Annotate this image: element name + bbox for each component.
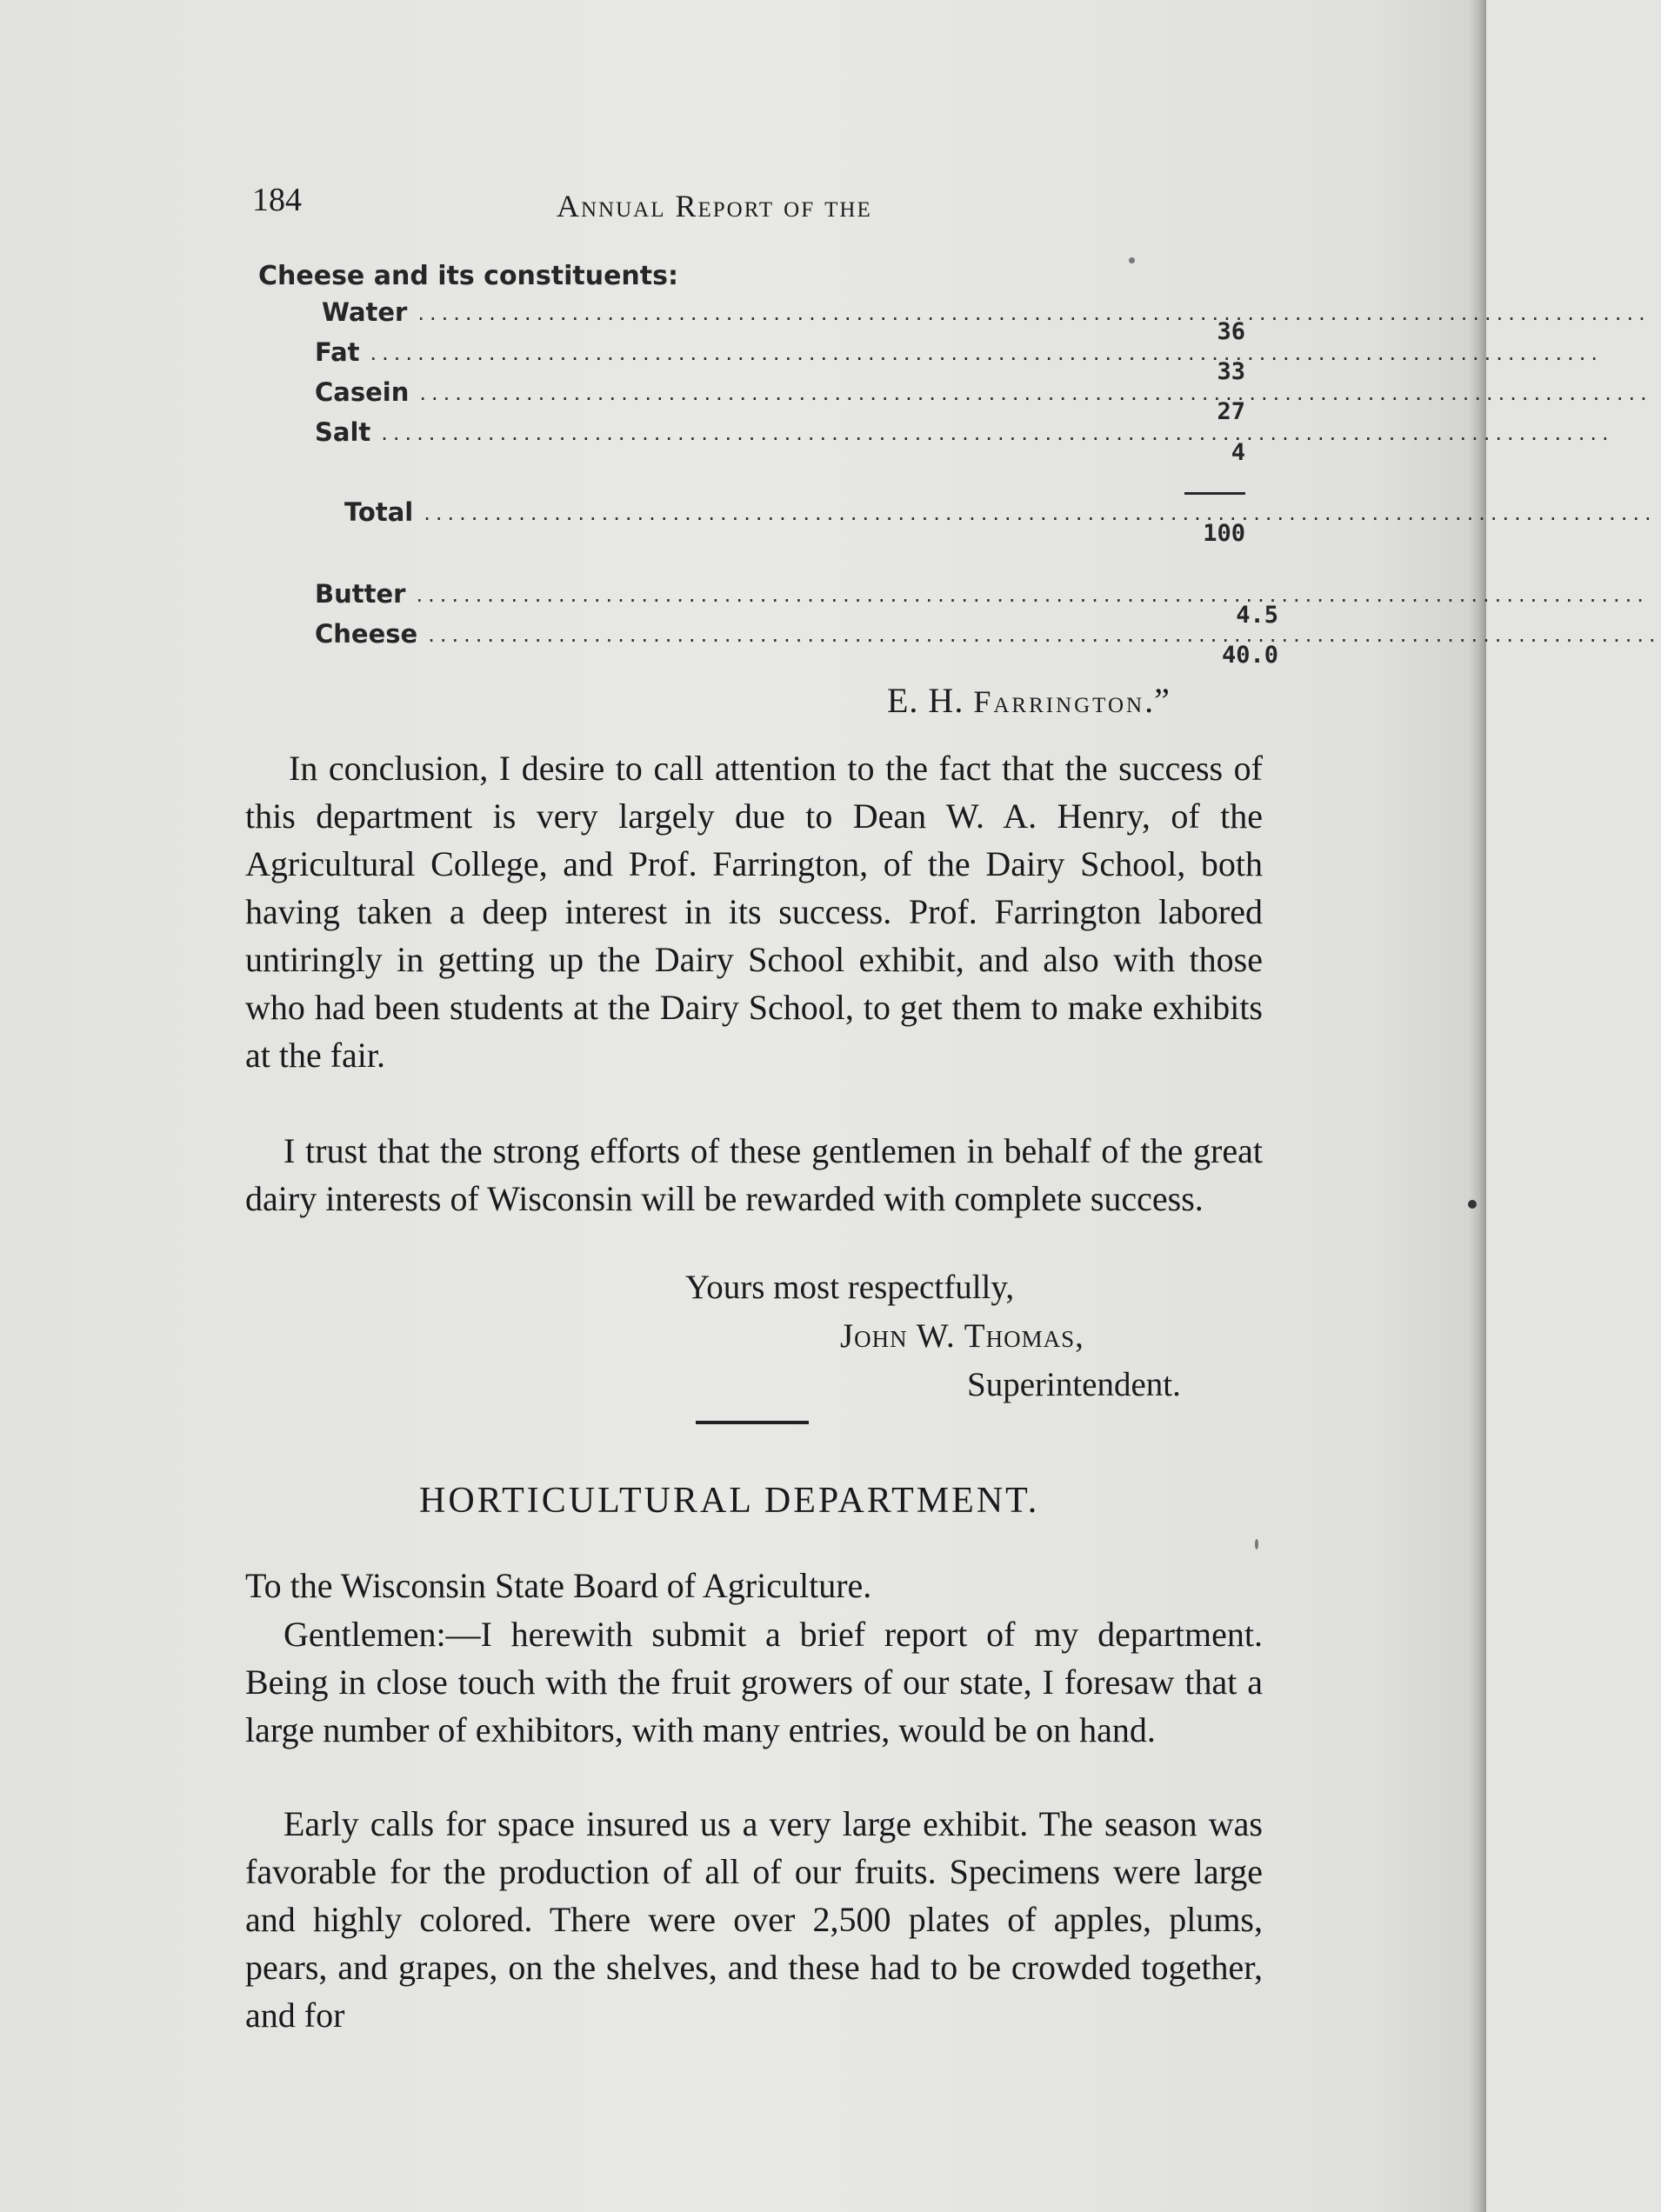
conclusion-paragraph	[245, 744, 1263, 1079]
scan-speck	[1468, 1200, 1477, 1209]
gentlemen-paragraph	[245, 1610, 1263, 1754]
row-label: Water	[322, 297, 408, 327]
table-heading: Cheese and its constituents:	[258, 261, 678, 291]
table-row	[322, 292, 1651, 327]
row-label: Fat	[315, 337, 360, 367]
scan-speck	[1255, 1539, 1258, 1549]
paragraph-text: In conclusion, I desire to call attention to the fact that the success of this department is very largely due to Dean W. A. Henry, of the Agricultural College, and Prof. Farrington, of the Dairy School, both having taken a deep interest in its success. Prof. Farrington labored untiringly in getting up the Dairy School exhibit, and also with those who had been students at the Dairy School, to get them to make exhibits at the fair.	[245, 749, 1263, 1075]
row-value: 4	[1231, 439, 1245, 466]
signer-last: Thomas,	[964, 1317, 1084, 1355]
signer-first: John W.	[840, 1317, 964, 1355]
signature-closing-mark: .”	[1144, 681, 1171, 720]
row-value: 33	[1217, 358, 1245, 385]
total-rule	[1184, 492, 1245, 495]
paragraph-text: I trust that the strong efforts of these gentlemen in behalf of the great dairy interests of Wisconsin will be rewarded with complete success.	[245, 1131, 1263, 1218]
running-title: Annual Report of the	[557, 189, 872, 223]
row-label: Casein	[315, 377, 410, 407]
total-label: Total	[344, 497, 414, 527]
signature-initials: E. H.	[887, 681, 974, 720]
row-label: Salt	[315, 417, 371, 447]
row-value: 4.5	[1236, 602, 1278, 629]
table-row	[315, 412, 1614, 447]
leader-dots: ........................................................................................................	[428, 623, 1661, 647]
leader-dots: ........................................................................................................	[417, 301, 1651, 325]
leader-dots: ........................................................................................................	[416, 583, 1649, 607]
leader-dots: ........................................................................................................	[419, 381, 1652, 405]
row-value: 27	[1217, 398, 1245, 425]
paragraph-text: Early calls for space insured us a very large exhibit. The season was favorable for the production of all of our fruits. Specimens were large and highly colored. There were over 2,500 plates of apples, plums, pears, and grapes, on the shelves, and these had to be crowded together, and for	[245, 1804, 1263, 2035]
leader-dots: ........................................................................................................	[381, 421, 1614, 445]
paragraph-text: Gentlemen:—I herewith submit a brief report of my department. Being in close touch with the fruit growers of our state, I foresaw that a large number of exhibitors, with many entries, would be on hand.	[245, 1615, 1263, 1749]
table-row	[315, 372, 1652, 407]
total-row	[344, 492, 1657, 527]
valediction: Yours most respectfully,	[685, 1269, 1015, 1306]
row-value: 40.0	[1221, 642, 1278, 669]
section-divider	[696, 1421, 809, 1424]
trust-paragraph	[245, 1127, 1263, 1223]
row-label: Cheese	[315, 619, 418, 649]
table-row	[315, 574, 1649, 609]
signature-surname: Farrington	[973, 684, 1145, 719]
binding-edge	[1467, 0, 1486, 2212]
signer-name	[840, 1316, 1084, 1356]
page-number: 184	[252, 182, 302, 218]
exhibit-paragraph	[245, 1800, 1263, 2039]
section-title: HORTICULTURAL DEPARTMENT.	[419, 1481, 1040, 1521]
farrington-signature	[887, 680, 1171, 721]
table-row	[315, 332, 1603, 367]
salutation: To the Wisconsin State Board of Agriculture.	[245, 1566, 872, 1605]
row-label: Butter	[315, 579, 406, 609]
leader-dots: ........................................................................................................	[424, 501, 1657, 525]
total-value: 100	[1203, 520, 1245, 547]
signer-title: Superintendent.	[967, 1366, 1181, 1403]
leader-dots: ........................................................................................................	[370, 341, 1603, 365]
row-value: 36	[1217, 318, 1245, 345]
scan-speck	[1129, 257, 1135, 263]
